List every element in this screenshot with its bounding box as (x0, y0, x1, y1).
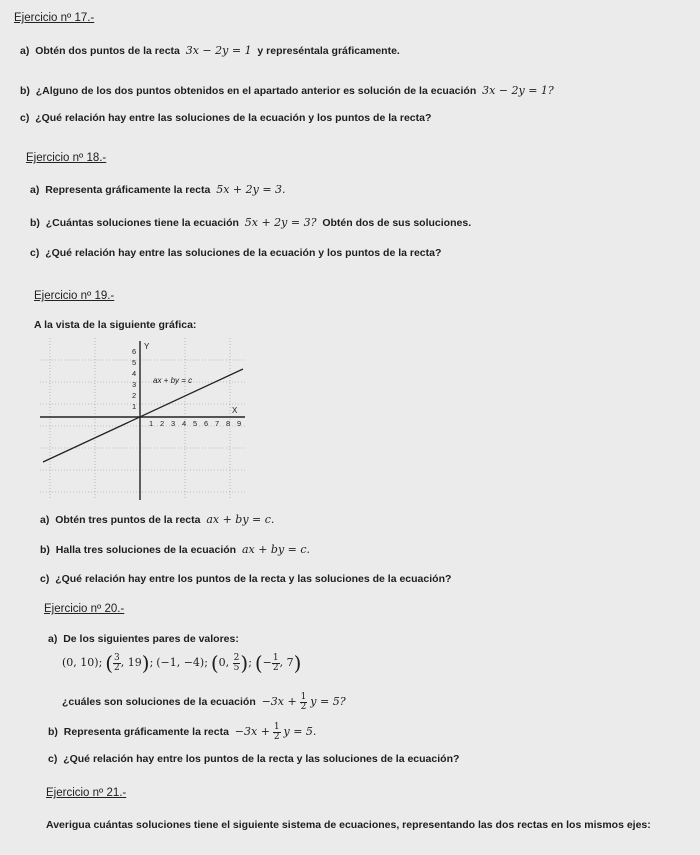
equation: 3x − 2y = 1 (185, 44, 252, 57)
pair-5-rest: , 7 (279, 656, 294, 669)
item-label: c) (40, 573, 50, 585)
exercise-19-intro: A la vista de la siguiente gráfica: (34, 319, 197, 331)
exercise-21-text: Averigua cuántas soluciones tiene el siguiente sistema de ecuaciones, representando las dos rectas en los mismos ejes: (46, 819, 651, 831)
exercise-18-b (30, 216, 471, 230)
x-tick-label: 2 (160, 419, 165, 428)
exercise-19-a (40, 513, 274, 527)
exercise-17-c (20, 111, 431, 125)
y-tick-label: 6 (132, 347, 137, 356)
exercise-20-a (48, 632, 239, 646)
equation-part: y = 5. (283, 725, 317, 738)
exercise-20-b (48, 720, 316, 744)
x-tick-label: 7 (215, 419, 220, 428)
item-label: b) (48, 726, 58, 738)
value-pairs: (0, 10); ( $\frac{3}{2}$ , 19); (−1, −4); (0, $\frac{2}{5}$ ); (− $\frac{1}{2}$ , 7) (62, 651, 302, 676)
item-text: ¿Qué relación hay entre las soluciones de la ecuación y los puntos de la recta? (35, 112, 432, 124)
x-tick-label: 8 (226, 419, 231, 428)
item-label: b) (20, 85, 30, 97)
equation-part: y = 5? (310, 695, 346, 708)
item-text: ¿Alguno de los dos puntos obtenidos en el apartado anterior es solución de la ecuación (35, 85, 477, 97)
item-label: b) (30, 217, 40, 229)
equation-part: −3x + (261, 695, 297, 708)
y-tick-label: 3 (132, 380, 137, 389)
exercise-20-title: Ejercicio nº 20.- (44, 603, 125, 615)
item-text: Obtén dos puntos de la recta (35, 45, 180, 57)
exercise-19-b (40, 543, 310, 557)
item-text: Representa gráficamente la recta (45, 184, 211, 196)
exercise-20-question (62, 690, 346, 714)
x-tick-labels (149, 419, 241, 428)
item-label: a) (20, 45, 30, 57)
y-tick-labels (132, 347, 136, 411)
pair-4-fraction: $\frac{2}{5}$ (233, 652, 240, 673)
y-axis-label: Y (144, 342, 150, 351)
item-label: a) (40, 514, 50, 526)
equation-fraction: $\frac{1}{2}$ (273, 721, 280, 742)
x-tick-label: 3 (171, 419, 176, 428)
item-label: a) (30, 184, 40, 196)
exercise-17-title: Ejercicio nº 17.- (14, 12, 95, 24)
line-label: ax + by = c (153, 376, 193, 385)
pair-4-first: 0, (218, 656, 233, 669)
exercise-17-b (20, 84, 554, 98)
y-tick-label: 1 (132, 402, 137, 411)
exercise-17-a (20, 44, 400, 58)
y-tick-label: 4 (132, 369, 137, 378)
item-text-tail: Obtén dos de sus soluciones. (322, 217, 472, 229)
exercise-18-title: Ejercicio nº 18.- (26, 152, 107, 164)
pair-3: (−1, −4); (156, 656, 208, 669)
exercise-18-c (30, 246, 441, 260)
coordinate-graph (40, 338, 245, 500)
pair-5-sign: − (262, 656, 272, 669)
equation: ax + by = c. (206, 513, 275, 526)
item-text: ¿Qué relación hay entre los puntos de la recta y las soluciones de la ecuación? (63, 753, 460, 765)
pair-1: (0, 10); (62, 656, 103, 669)
item-label: b) (40, 544, 50, 556)
item-text: Representa gráficamente la recta (63, 726, 229, 738)
x-tick-label: 9 (237, 419, 242, 428)
exercise-19-title: Ejercicio nº 19.- (34, 290, 115, 302)
equation-fraction: $\frac{1}{2}$ (300, 691, 307, 712)
exercise-20-c (48, 752, 459, 766)
item-text: ¿Cuántas soluciones tiene la ecuación (45, 217, 239, 229)
item-label: c) (48, 753, 58, 765)
item-label: c) (20, 112, 30, 124)
item-text: ¿cuáles son soluciones de la ecuación (62, 696, 256, 708)
x-tick-label: 4 (182, 419, 187, 428)
equation-part: −3x + (234, 725, 270, 738)
item-label: c) (30, 247, 40, 259)
item-text: ¿Qué relación hay entre los puntos de la recta y las soluciones de la ecuación? (55, 573, 452, 585)
pair-2-fraction: $\frac{3}{2}$ (114, 652, 120, 673)
item-text: Obtén tres puntos de la recta (55, 514, 201, 526)
y-tick-label: 2 (132, 391, 137, 400)
x-tick-label: 5 (193, 419, 198, 428)
item-text: Halla tres soluciones de la ecuación (55, 544, 237, 556)
pair-2-rest: , 19 (120, 656, 142, 669)
equation: 3x − 2y = 1? (482, 84, 554, 97)
x-axis-label: X (232, 406, 238, 415)
item-label: a) (48, 633, 58, 645)
y-tick-label: 5 (132, 358, 137, 367)
equation: ax + by = c. (241, 543, 311, 556)
x-tick-label: 6 (204, 419, 209, 428)
equation: 5x + 2y = 3? (244, 216, 317, 229)
pair-5-fraction: $\frac{1}{2}$ (272, 652, 279, 673)
item-text-tail: y represéntala gráficamente. (257, 45, 400, 57)
exercise-19-c (40, 572, 451, 586)
x-tick-label: 1 (149, 419, 154, 428)
exercise-18-a (30, 183, 286, 197)
exercise-21-title: Ejercicio nº 21.- (46, 787, 127, 799)
item-text: De los siguientes pares de valores: (63, 633, 239, 645)
equation: 5x + 2y = 3. (216, 183, 286, 196)
item-text: ¿Qué relación hay entre las soluciones de la ecuación y los puntos de la recta? (45, 247, 442, 259)
